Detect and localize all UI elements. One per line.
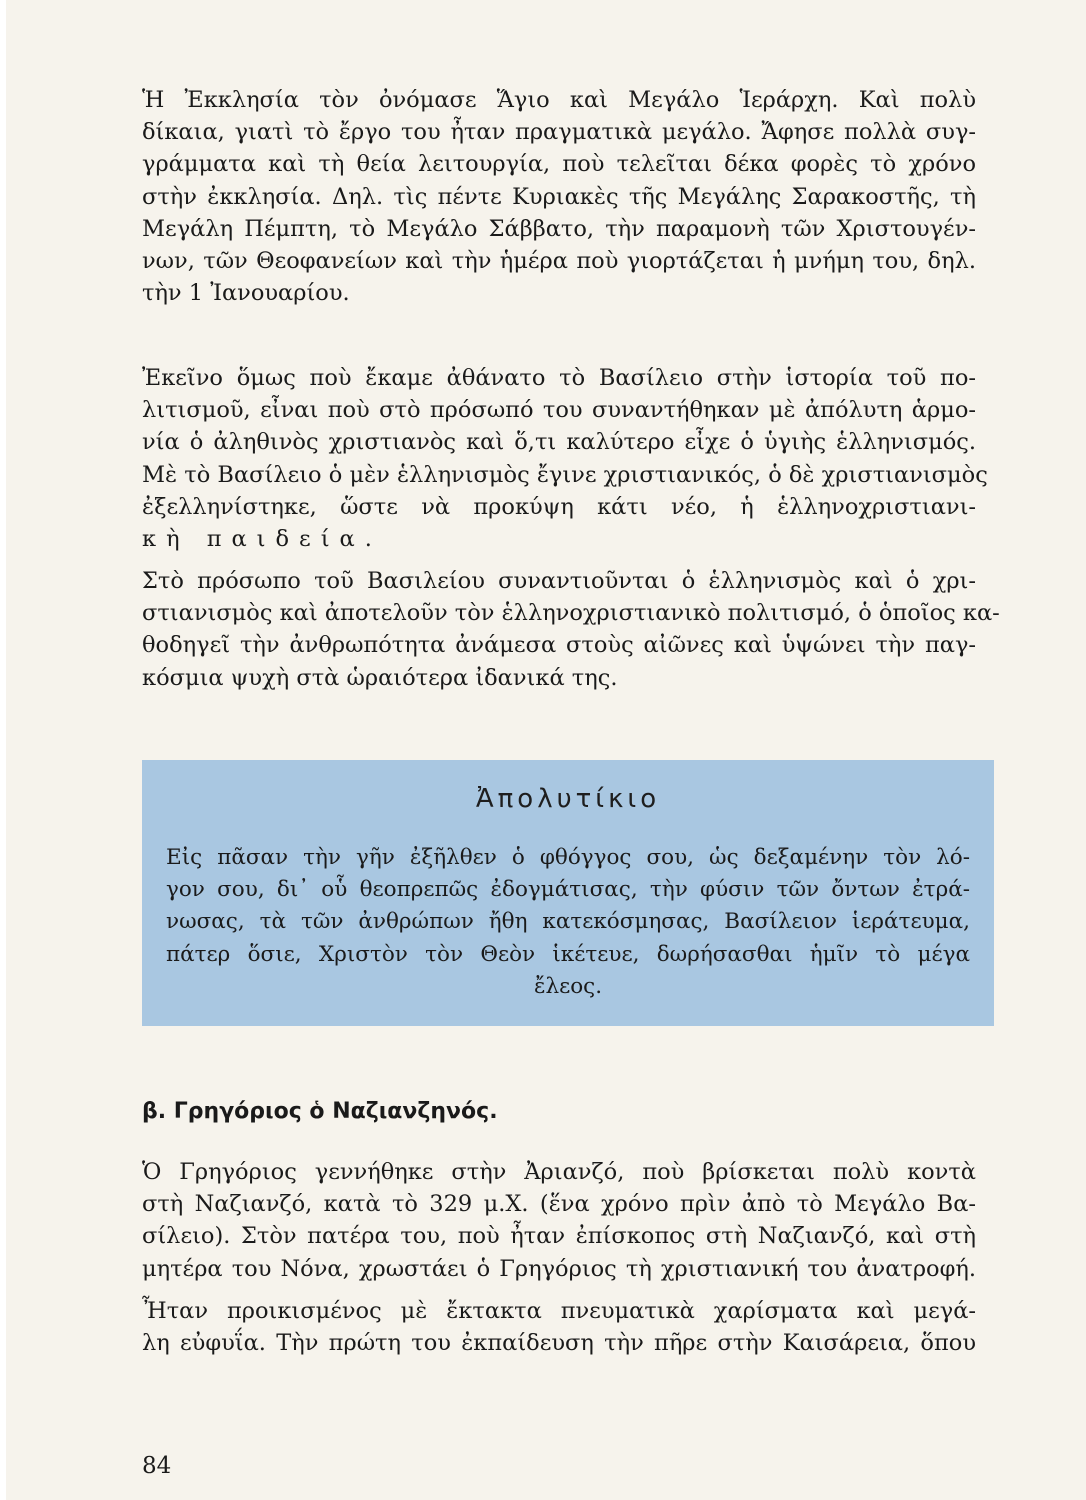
text-line: Ἡ Ἐκκλησία τὸν ὀνόμασε Ἅγιο καὶ Μεγάλο Ἱεράρχη. Καὶ πολὺ — [142, 87, 976, 113]
text-line: τὴν 1 Ἰανουαρίου. — [142, 280, 350, 307]
apolytikio-title: Ἀπολυτίκιο — [475, 784, 661, 814]
text-line: νία ὁ ἀληθινὸς χριστιανὸς καὶ ὅ,τι καλύτερο εἶχε ὁ ὑγιὴς ἑλληνισμός. — [142, 429, 976, 456]
paragraph-hellenism — [142, 362, 988, 555]
text-line: Μὲ τὸ Βασίλειο ὁ μὲν ἑλληνισμὸς ἔγινε χριστιανικός, ὁ δὲ χριστιανισμὸς — [142, 461, 988, 488]
text-line: σίλειο). Στὸν πατέρα του, ποὺ ἦταν ἐπίσκοπος στὴ Ναζιανζό, καὶ στὴ — [142, 1223, 976, 1250]
text-line: γον σου, δι᾿ οὗ θεοπρεπῶς ἐδογμάτισας, τὴν φύσιν τῶν ὄντων ἐτρά- — [166, 877, 970, 903]
text-line: Ἐκεῖνο ὅμως ποὺ ἔκαμε ἀθάνατο τὸ Βασίλειο στὴν ἱστορία τοῦ πο- — [142, 365, 976, 391]
text-line: ἔλεος. — [533, 973, 603, 999]
text-line: γράμματα καὶ τὴ θεία λειτουργία, ποὺ τελεῖται δέκα φορὲς τὸ χρόνο — [142, 151, 976, 178]
text-line: κὴ παιδεία. — [142, 525, 382, 552]
text-line: στιανισμὸς καὶ ἀποτελοῦν τὸν ἑλληνοχριστιανικὸ πολιτισμό, ὁ ὁποῖος κα- — [142, 600, 1000, 627]
apolytikio-box — [142, 760, 994, 1026]
text-line: Ὁ Γρηγόριος γεννήθηκε στὴν Ἀριανζό, ποὺ βρίσκεται πολὺ κοντὰ — [142, 1159, 976, 1185]
text-line: νωσας, τὰ τῶν ἀνθρώπων ἤθη κατεκόσμησας, Βασίλειον ἱεράτευμα, — [166, 909, 970, 935]
text-line: θοδηγεῖ τὴν ἀνθρωπότητα ἀνάμεσα στοὺς αἰῶνες καὶ ὑψώνει τὴν παγ- — [142, 632, 976, 659]
text-line: νων, τῶν Θεοφανείων καὶ τὴν ἡμέρα ποὺ γιορτάζεται ἡ μνήμη του, δηλ. — [142, 247, 976, 274]
text-line: λιτισμοῦ, εἶναι ποὺ στὸ πρόσωπό του συναντήθηκαν μὲ ἀπόλυτη ἁρμο- — [142, 397, 976, 424]
text-line: ἐξελληνίστηκε, ὥστε νὰ προκύψη κάτι νέο, ἡ ἑλληνοχριστιανι- — [142, 493, 976, 520]
paragraph-gregory-birth — [142, 1156, 976, 1285]
paragraph-civilization — [142, 565, 1000, 694]
text-line: δίκαια, γιατὶ τὸ ἔργο του ἦταν πραγματικὰ μεγάλο. Ἄφησε πολλὰ συγ- — [142, 119, 976, 146]
text-line: λη εὐφυΐα. Τὴν πρώτη του ἐκπαίδευση τὴν πῆρε στὴν Καισάρεια, ὅπου — [142, 1330, 976, 1357]
text-line: Εἰς πᾶσαν τὴν γῆν ἐξῆλθεν ὁ φθόγγος σου, ὡς δεξαμένην τὸν λό- — [166, 845, 970, 870]
page-number: 84 — [142, 1453, 172, 1479]
text-line: κόσμια ψυχὴ στὰ ὡραιότερα ἰδανικά της. — [142, 664, 618, 691]
section-heading: β. Γρηγόριος ὁ Ναζιανζηνός. — [142, 1099, 498, 1124]
text-line: Στὸ πρόσωπο τοῦ Βασιλείου συναντιοῦνται ὁ ἑλληνισμὸς καὶ ὁ χρι- — [142, 568, 976, 594]
text-line: στὴν ἐκκλησία. Δηλ. τὶς πέντε Κυριακὲς τῆς Μεγάλης Σαρακοστῆς, τὴ — [142, 183, 976, 210]
paragraph-basil-hierarch — [142, 84, 976, 309]
text-line: στὴ Ναζιανζό, κατὰ τὸ 329 μ.Χ. (ἕνα χρόνο πρὶν ἀπὸ τὸ Μεγάλο Βα- — [142, 1191, 976, 1218]
apolytikio-text — [166, 842, 970, 1003]
paragraph-gregory-education — [142, 1295, 976, 1359]
text-line: πάτερ ὅσιε, Χριστὸν τὸν Θεὸν ἱκέτευε, δωρήσασθαι ἡμῖν τὸ μέγα — [166, 941, 970, 967]
text-line: Ἦταν προικισμένος μὲ ἔκτακτα πνευματικὰ χαρίσματα καὶ μεγά- — [142, 1298, 976, 1324]
text-line: μητέρα του Νόνα, χρωστάει ὁ Γρηγόριος τὴ χριστιανική του ἀνατροφή. — [142, 1255, 976, 1282]
text-line: Μεγάλη Πέμπτη, τὸ Μεγάλο Σάββατο, τὴν παραμονὴ τῶν Χριστουγέν- — [142, 215, 976, 242]
